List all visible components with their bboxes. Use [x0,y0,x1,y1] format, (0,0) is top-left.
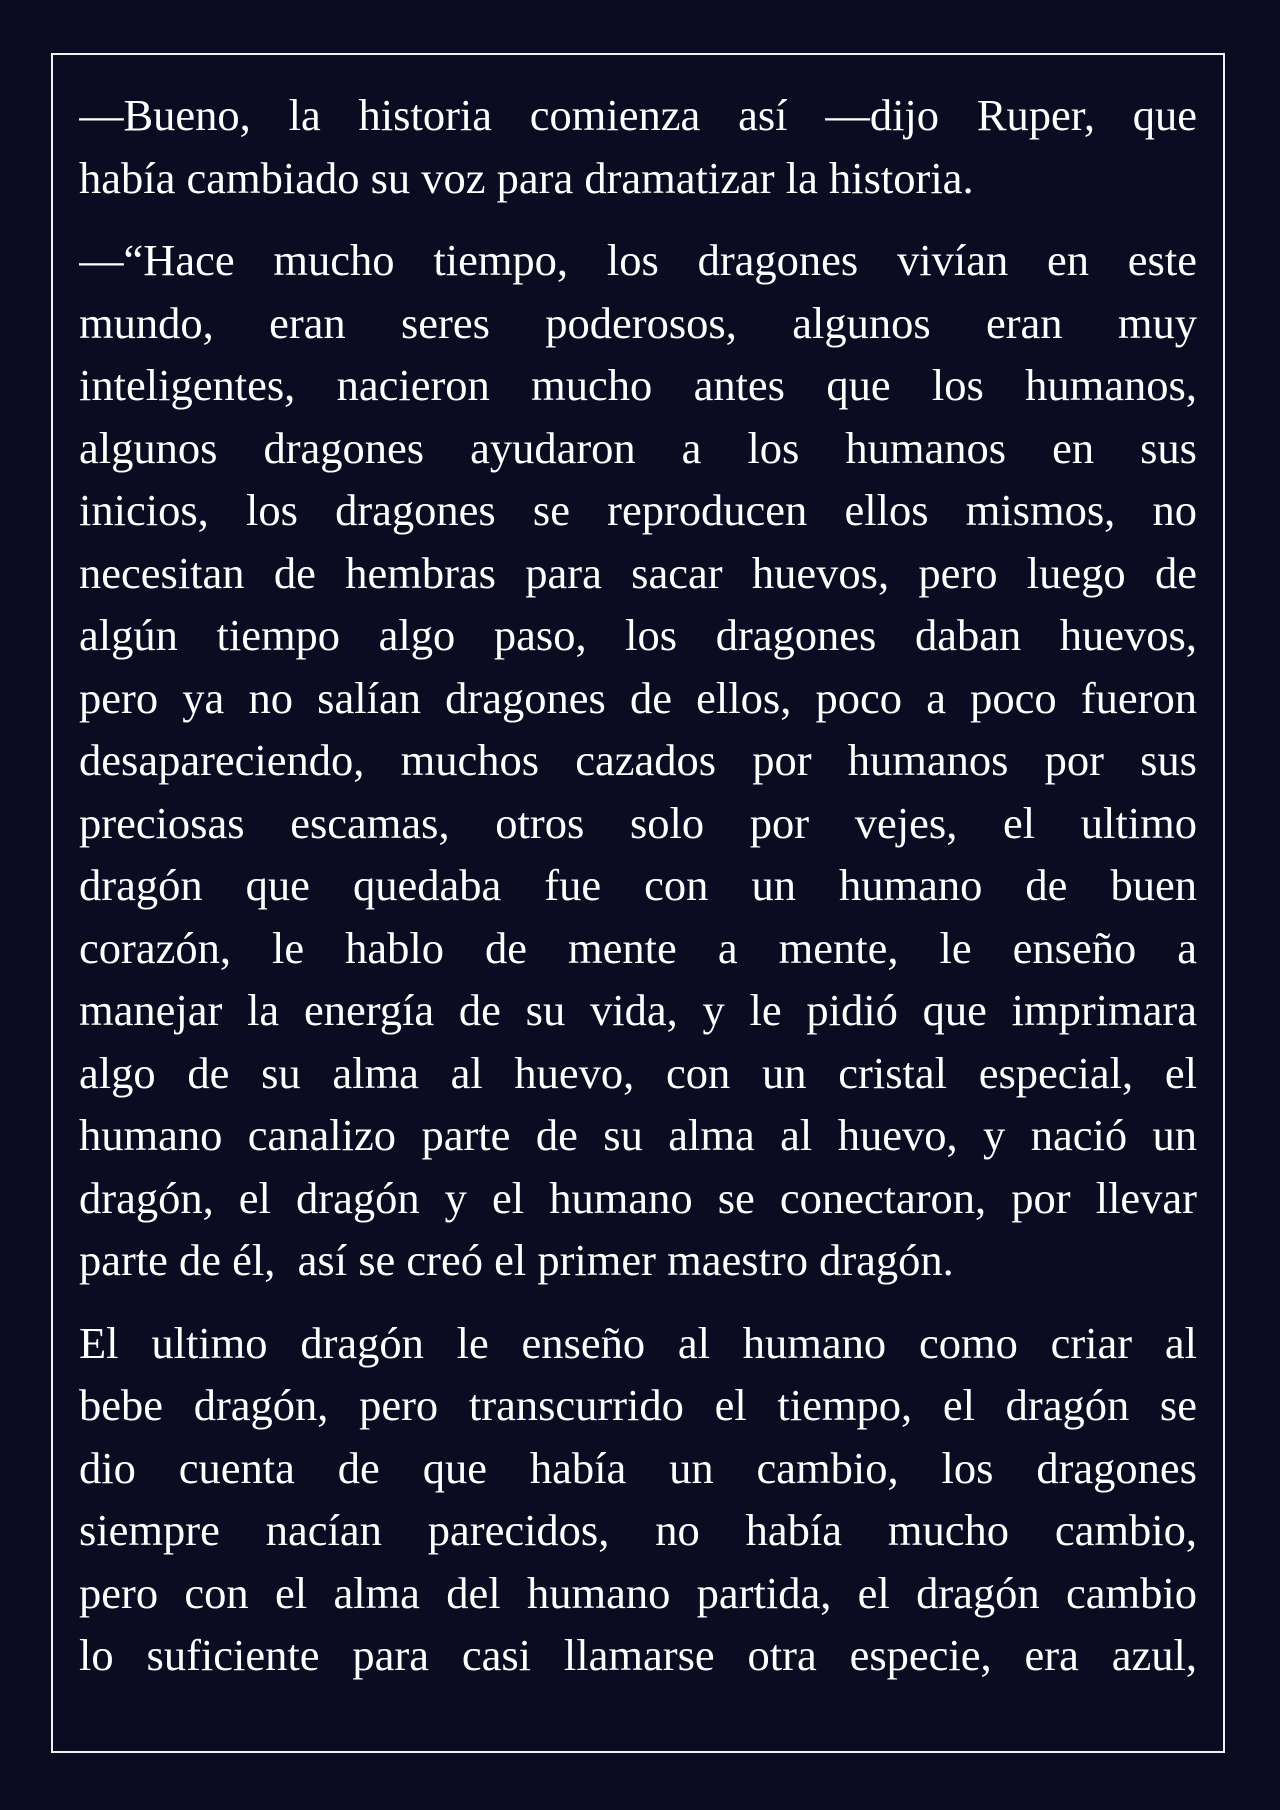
text-line: bebe dragón, pero transcurrido el tiempo, el dragón se [79,1380,1197,1430]
paragraph-1 [79,84,1197,209]
text-line: —“Hace mucho tiempo, los dragones vivían en este [79,235,1197,285]
text-line: parte de él, así se creó el primer maestro dragón. [79,1235,954,1285]
text-line: —Bueno, la historia comienza así —dijo Ruper, que [79,90,1197,140]
text-line: dragón, el dragón y el humano se conectaron, por llevar [79,1172,1197,1223]
paragraph-2 [79,229,1197,1292]
story-text [79,84,1197,1687]
text-line: había cambiado su voz para dramatizar la historia. [79,152,974,203]
paragraph-3 [79,1312,1197,1687]
text-line: desapareciendo, muchos cazados por humanos por sus [79,735,1197,785]
page-frame [51,53,1225,1753]
text-line: manejar la energía de su vida, y le pidió que imprimara [79,985,1197,1035]
text-line: lo suficiente para casi llamarse otra especie, era azul, [79,1630,1197,1680]
text-line: algo de su alma al huevo, con un cristal especial, el [79,1047,1197,1098]
text-line: El ultimo dragón le enseño al humano como criar al [79,1317,1197,1368]
text-line: siempre nacían parecidos, no había mucho cambio, [79,1505,1197,1555]
text-line: inteligentes, nacieron mucho antes que los humanos, [79,360,1197,410]
text-line: pero con el alma del humano partida, el dragón cambio [79,1567,1197,1618]
text-line: humano canalizo parte de su alma al huevo, y nació un [79,1110,1197,1160]
text-line: corazón, le hablo de mente a mente, le enseño a [79,922,1197,973]
text-line: algún tiempo algo paso, los dragones daban huevos, [79,610,1197,660]
text-line: algunos dragones ayudaron a los humanos en sus [79,422,1197,473]
text-line: dio cuenta de que había un cambio, los dragones [79,1442,1197,1493]
text-line: mundo, eran seres poderosos, algunos eran muy [79,297,1197,348]
text-line: pero ya no salían dragones de ellos, poco a poco fueron [79,672,1197,723]
text-line: inicios, los dragones se reproducen ellos mismos, no [79,485,1197,535]
text-line: dragón que quedaba fue con un humano de buen [79,860,1197,910]
text-line: preciosas escamas, otros solo por vejes, el ultimo [79,797,1197,848]
text-line: necesitan de hembras para sacar huevos, pero luego de [79,547,1197,598]
